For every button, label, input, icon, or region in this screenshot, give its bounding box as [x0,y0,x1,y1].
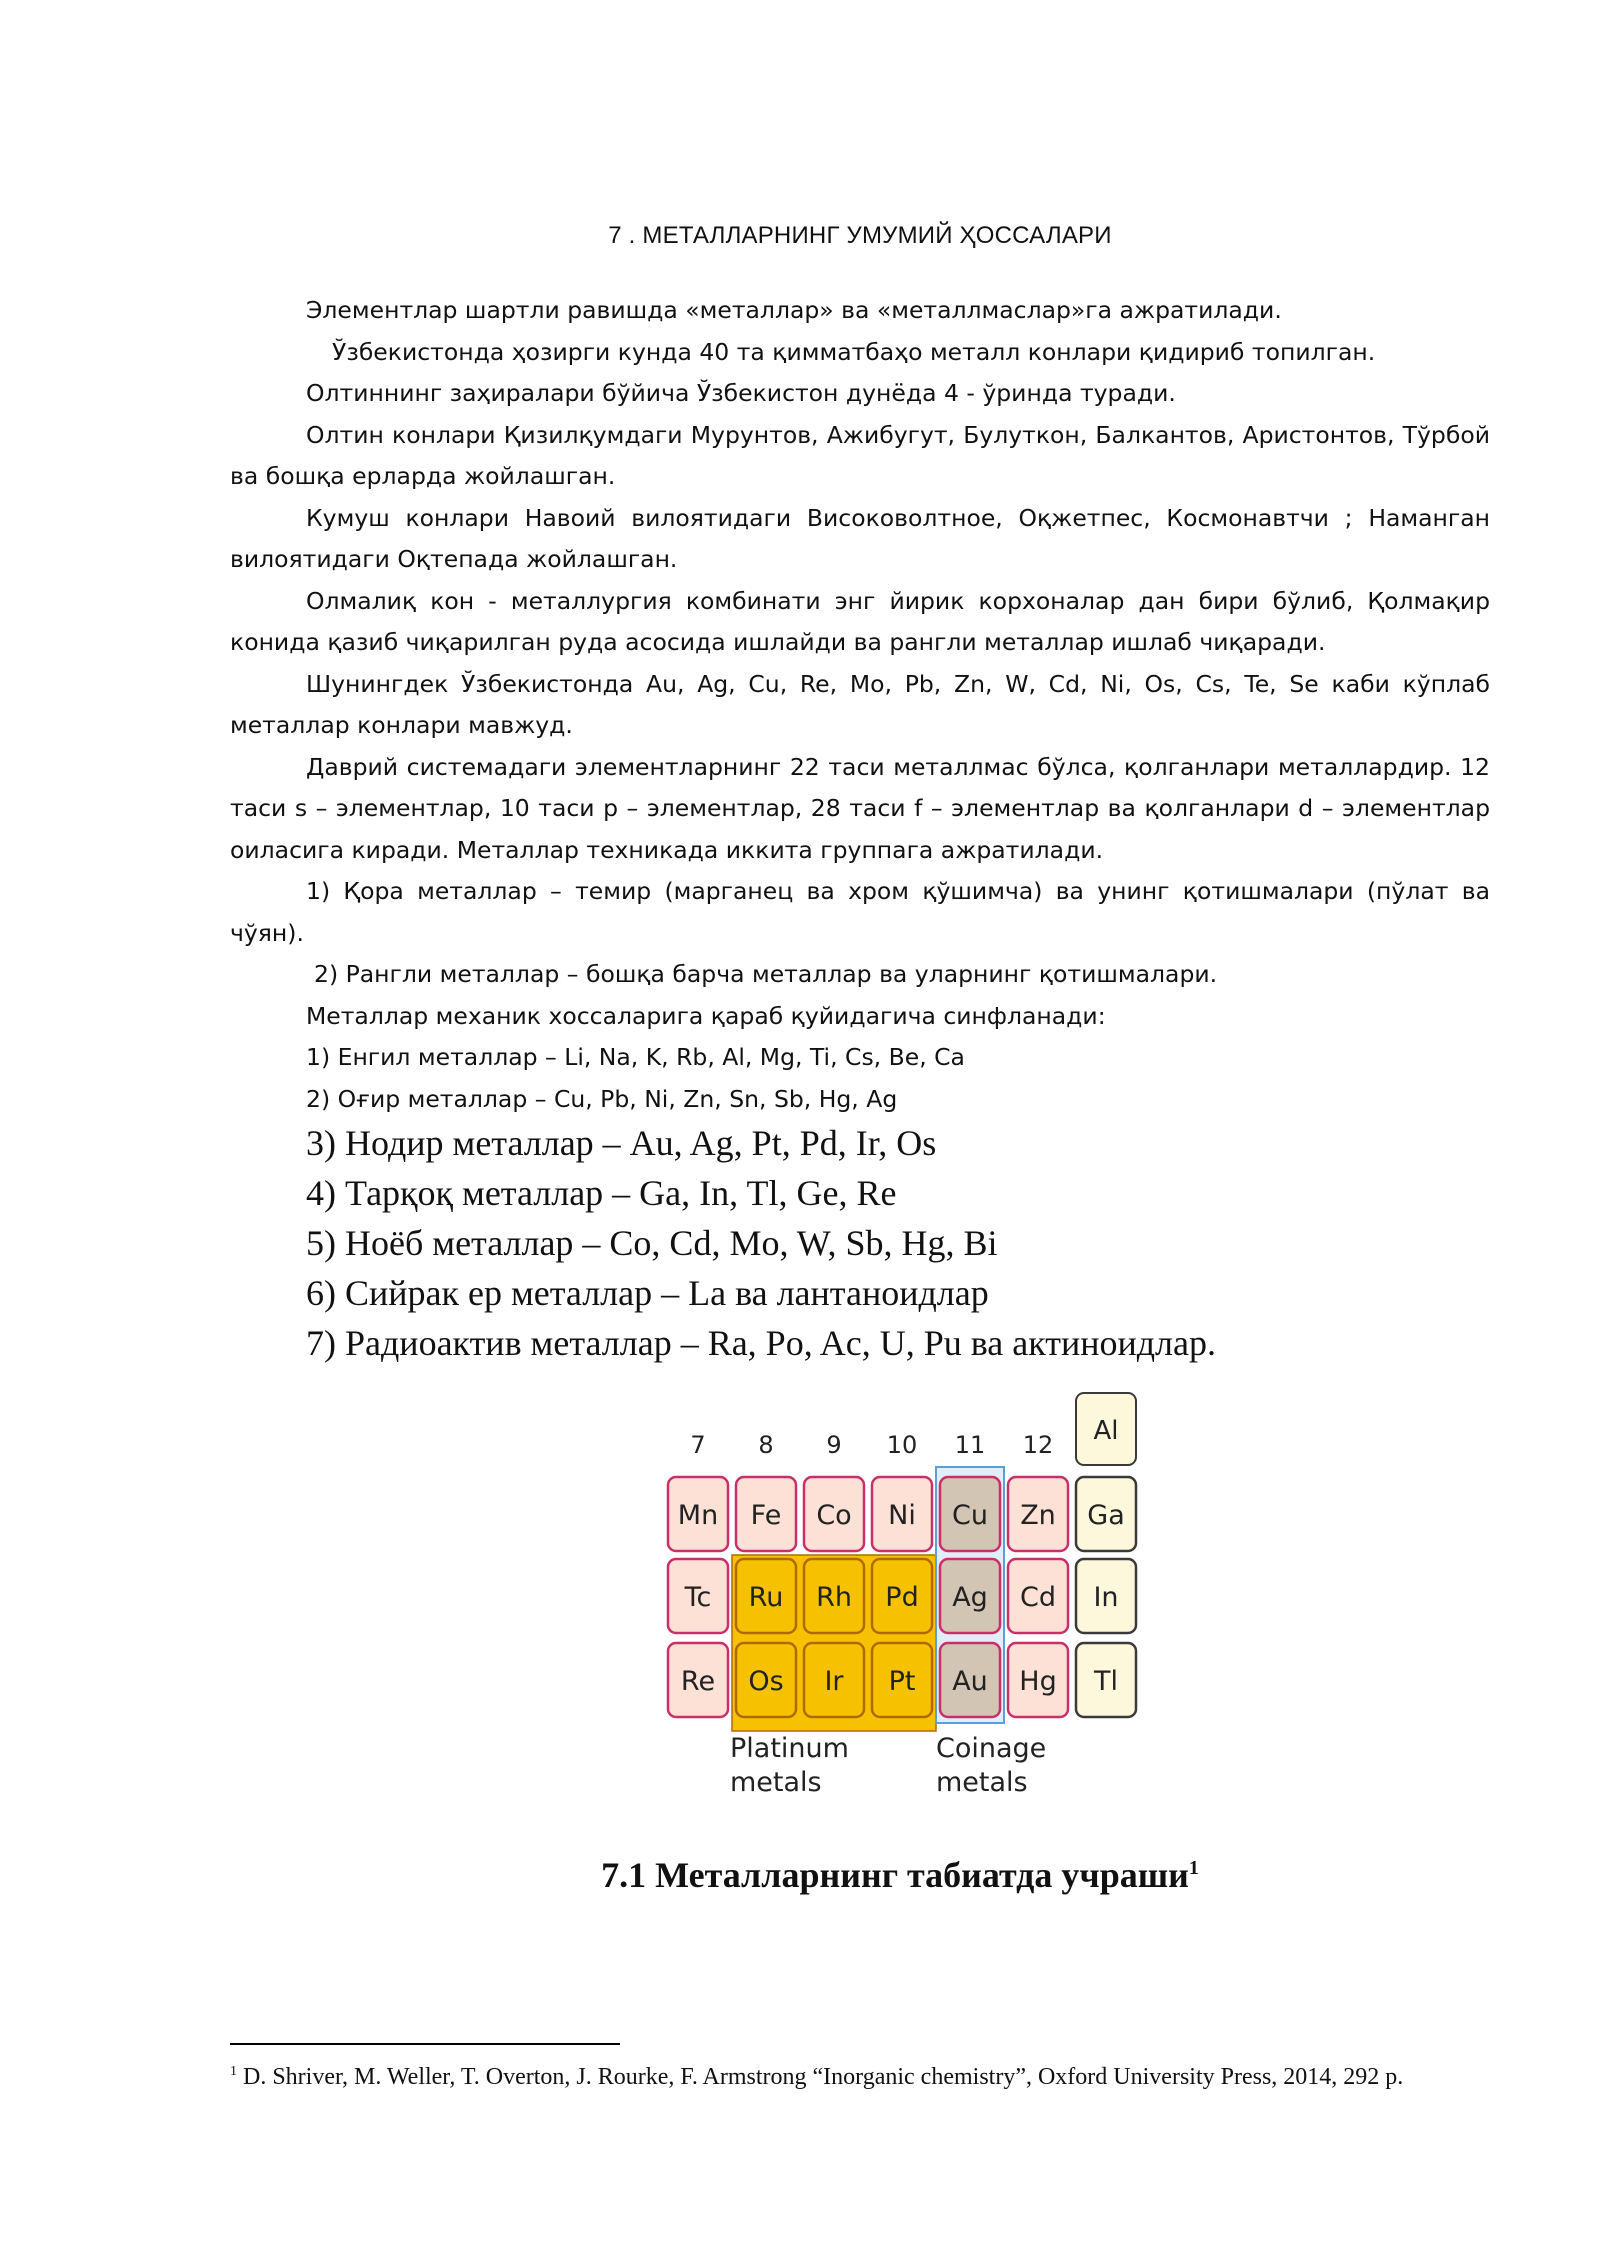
element-symbol: Au [952,1666,988,1697]
paragraph: 1) Енгил металлар – Li, Na, K, Rb, Al, Mg, Ti, Cs, Be, Ca [306,1043,965,1071]
coinage-label: metals [936,1767,1028,1798]
paragraph: 1) Қора металлар – темир (марганец ва хром қўшимча) ва унинг қотишмалари (пўлат ва чўян). [230,877,1490,947]
paragraph: 2) Оғир металлар – Cu, Pb, Ni, Zn, Sn, Sb, Hg, Ag [306,1084,898,1113]
footnote [230,2055,1490,2094]
element-symbol: Cd [1020,1582,1056,1613]
element-symbol: Fe [750,1500,782,1531]
section-title [0,1854,1600,1896]
footnote-mark: 1 [230,2064,237,2079]
list-item: 4) Тарқоқ металлар – Ga, In, Tl, Ge, Re [306,1173,897,1213]
element-symbol: Os [748,1666,784,1697]
group-number: 8 [758,1431,774,1459]
element-symbol: Ru [748,1582,784,1613]
list-item: 5) Ноёб металлар – Co, Cd, Mo, W, Sb, Hg, Bi [306,1223,998,1263]
list-item: 3) Нодир металлар – Au, Ag, Pt, Pd, Ir, Os [306,1123,937,1163]
paragraph: Металлар механик хоссаларига қараб қуйидагича синфланади: [306,1001,1106,1030]
periodic-table-diagram [650,1385,1150,1825]
section-title-text: 7.1 Металларнинг табиатда учраши [601,1855,1189,1895]
platinum-label: Platinum [730,1733,849,1764]
element-symbol: Re [680,1666,716,1697]
paragraph: Даврий системадаги элементларнинг 22 таси металлмас бўлса, қолганлари металлардир. 12 таси s – элементлар, 10 таси p – элементлар, 28 таси f – элементлар ва қолганлари d – элементлар оиласига киради. Металлар техникада иккита группага ажратилади. [230,752,1490,864]
group-number: 9 [826,1431,842,1459]
coinage-label: Coinage [936,1733,1047,1764]
platinum-label: metals [730,1767,822,1798]
element-symbol: Zn [1020,1500,1056,1531]
paragraph: 2) Рангли металлар – бошқа барча металлар ва уларнинг қотишмалари. [314,960,1218,988]
footnote-text: D. Shriver, M. Weller, T. Overton, J. Rourke, F. Armstrong “Inorganic chemistry”, Oxford University Press, 2014, 292 p. [237,2064,1404,2090]
group-number: 10 [886,1431,918,1459]
paragraph: Кумуш конлари Навоий вилоятидаги Високоволтное, Оқжетпес, Космонавтчи ; Наманган вилоятидаги Оқтепада жойлашган. [230,503,1490,573]
footnote-reference[interactable]: 1 [1188,1857,1199,1879]
element-symbol: Hg [1019,1666,1057,1697]
element-symbol: Al [1093,1416,1119,1446]
footnote-separator [230,2043,620,2045]
element-symbol: Ga [1087,1500,1125,1531]
element-symbol: Tc [684,1582,712,1613]
paragraph: Элементлар шартли равишда «металлар» ва «металлмаслар»га ажратилади. [306,296,1282,324]
element-symbol: Tl [1094,1666,1118,1697]
paragraph: Олмалиқ кон - металлургия комбинати энг йирик корхоналар дан бири бўлиб, Қолмақир конида қазиб чиқарилган руда асосида ишлайди ва рангли металлар ишлаб чиқаради. [230,586,1490,656]
chapter-title: 7 . МЕТАЛЛАРНИНГ УМУМИЙ ҲОССАЛАРИ [608,222,1112,249]
periodic-table-figure [650,1385,1150,1825]
element-symbol: Co [816,1500,852,1531]
element-symbol: Cu [952,1500,988,1531]
element-symbol: In [1093,1582,1119,1613]
element-symbol: Ir [824,1666,844,1697]
group-number: 7 [690,1431,706,1459]
element-symbol: Mn [677,1500,719,1531]
group-number: 11 [954,1431,986,1459]
group-number: 12 [1022,1431,1054,1459]
list-item: 7) Радиоактив металлар – Ra, Po, Ac, U, Pu ва актиноидлар. [306,1323,1217,1363]
element-symbol: Rh [816,1582,852,1613]
body-text [230,290,1490,1120]
element-symbol: Pd [885,1582,919,1613]
list-item: 6) Сийрак ер металлар – La ва лантаноидлар [306,1273,989,1313]
paragraph: Олтиннинг заҳиралари бўйича Ўзбекистон дунёда 4 - ўринда туради. [306,379,1176,407]
element-symbol: Ag [952,1582,988,1613]
element-symbol: Ni [888,1500,916,1531]
element-symbol: Pt [888,1666,916,1697]
paragraph: Олтин конлари Қизилқумдаги Мурунтов, Ажибугут, Булуткон, Балкантов, Аристонтов, Тўрбой ва бошқа ерларда жойлашган. [230,420,1490,490]
metal-classification-list [306,1118,1486,1368]
paragraph: Ўзбекистонда ҳозирги кунда 40 та қимматбаҳо металл конлари қидириб топилган. [332,337,1376,366]
paragraph: Шунингдек Ўзбекистонда Au, Ag, Cu, Re, Mo, Pb, Zn, W, Cd, Ni, Os, Cs, Te, Se каби кўплаб металлар конлари мавжуд. [230,669,1490,739]
